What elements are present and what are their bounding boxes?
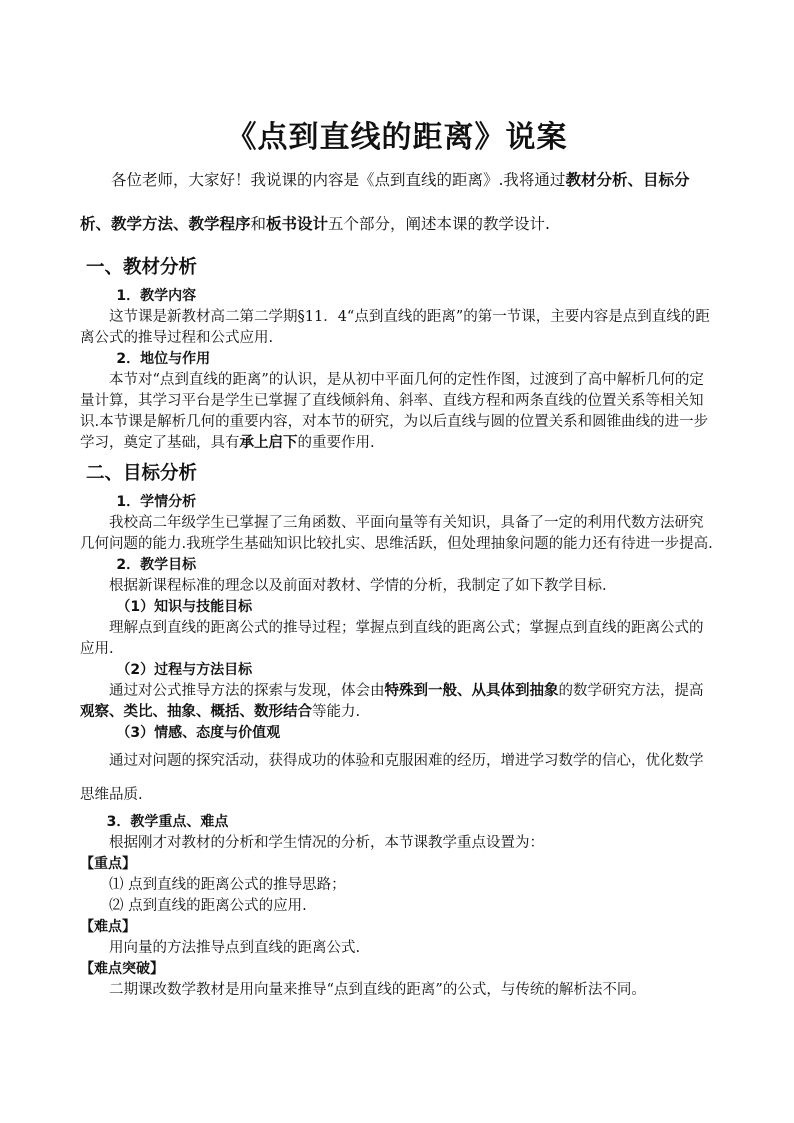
goal-heading: （1）知识与技能目标	[116, 599, 253, 615]
subheading: 2．地位与作用	[116, 351, 211, 367]
intro-text: 和	[250, 215, 267, 233]
intro-text: 各位老师，大家好！我说课的内容是《点到直线的距离》.我将通过	[111, 171, 566, 189]
intro-text: 五个部分，阐述本课的教学设计.	[328, 215, 550, 233]
paragraph-text: 的数学研究方法，提高	[558, 683, 704, 699]
paragraph-text: 通过对公式推导方法的探索与发现，体会由	[109, 683, 385, 699]
key-point-item: ⑴ 点到直线的距离公式的推导思路；	[109, 877, 346, 893]
page-title: 《点到直线的距离》说案	[226, 120, 568, 155]
paragraph: 通过对问题的探究活动，获得成功的体验和克服困难的经历，增进学习数学的信心，优化数学思维品质.	[80, 753, 704, 803]
intro-paragraph	[80, 158, 714, 246]
paragraph-text: 等能力.	[312, 704, 361, 720]
paragraph: 我校高二年级学生已掌握了三角函数、平面向量等有关知识，具备了一定的利用代数方法研究几何问题的能力.我班学生基础知识比较扎实、思维活跃，但处理抽象问题的能力还有待进一步提高.	[80, 515, 713, 552]
paragraph: 根据刚才对教材的分析和学生情况的分析，本节课教学重点设置为：	[109, 835, 544, 851]
breakthrough-label: 【难点突破】	[80, 961, 164, 977]
bold-phrase: 承上启下	[239, 435, 298, 451]
section-2-body	[80, 492, 714, 1001]
breakthrough-item: 二期课改数学教材是用向量来推导“点到直线的距离”的公式，与传统的解析法不同。	[109, 982, 646, 998]
paragraph-text: 本节对“点到直线的距离”的认识，是从初中平面几何的定性作图，过渡到了高中解析几何的定量计算，其学习平台是学生已掌握了直线倾斜角、斜率、直线方程和两条直线的位置关系等相关知识.本节课是解析几何的重要内容，对本节的研究，为以后直线与圆的位置关系和圆锥曲线的进一步学习，奠定了基础，具有	[80, 372, 709, 451]
paragraph: 这节课是新教材高二第二学期§11．4“点到直线的距离”的第一节课，主要内容是点到直线的距离公式的推导过程和公式应用.	[80, 309, 710, 346]
difficulty-label: 【难点】	[80, 919, 136, 935]
subheading: 3．教学重点、难点	[106, 814, 229, 830]
bold-phrase: 特殊到一般、从具体到抽象	[384, 683, 559, 699]
goal-heading: （3）情感、态度与价值观	[116, 725, 281, 741]
difficulty-item: 用向量的方法推导点到直线的距离公式.	[109, 940, 361, 956]
subheading: 1．教学内容	[116, 288, 197, 304]
bold-phrase: 观察、类比、抽象、概括、数形结合	[80, 704, 312, 720]
key-point-item: ⑵ 点到直线的距离公式的应用.	[109, 898, 307, 914]
subheading: 1．学情分析	[116, 494, 197, 510]
intro-bold-board: 板书设计	[266, 215, 329, 233]
subheading: 2．教学目标	[116, 557, 197, 573]
section-1-body	[80, 286, 714, 454]
paragraph: 根据新课程标准的理念以及前面对教材、学情的分析，我制定了如下教学目标.	[109, 578, 607, 594]
paragraph	[80, 370, 714, 454]
section-2-heading: 二、目标分析	[86, 463, 198, 484]
intro-bold-sections: 教材分析、目标分析、教学方法、教学程序	[80, 171, 690, 233]
section-1-heading: 一、教材分析	[86, 257, 198, 278]
key-point-label: 【重点】	[80, 856, 136, 872]
paragraph-text: 的重要作用.	[297, 435, 375, 451]
paragraph: 理解点到直线的距离公式的推导过程；掌握点到直线的距离公式；掌握点到直线的距离公式的应用.	[80, 620, 704, 657]
paragraph	[80, 681, 714, 723]
goal-heading: （2）过程与方法目标	[116, 662, 253, 678]
